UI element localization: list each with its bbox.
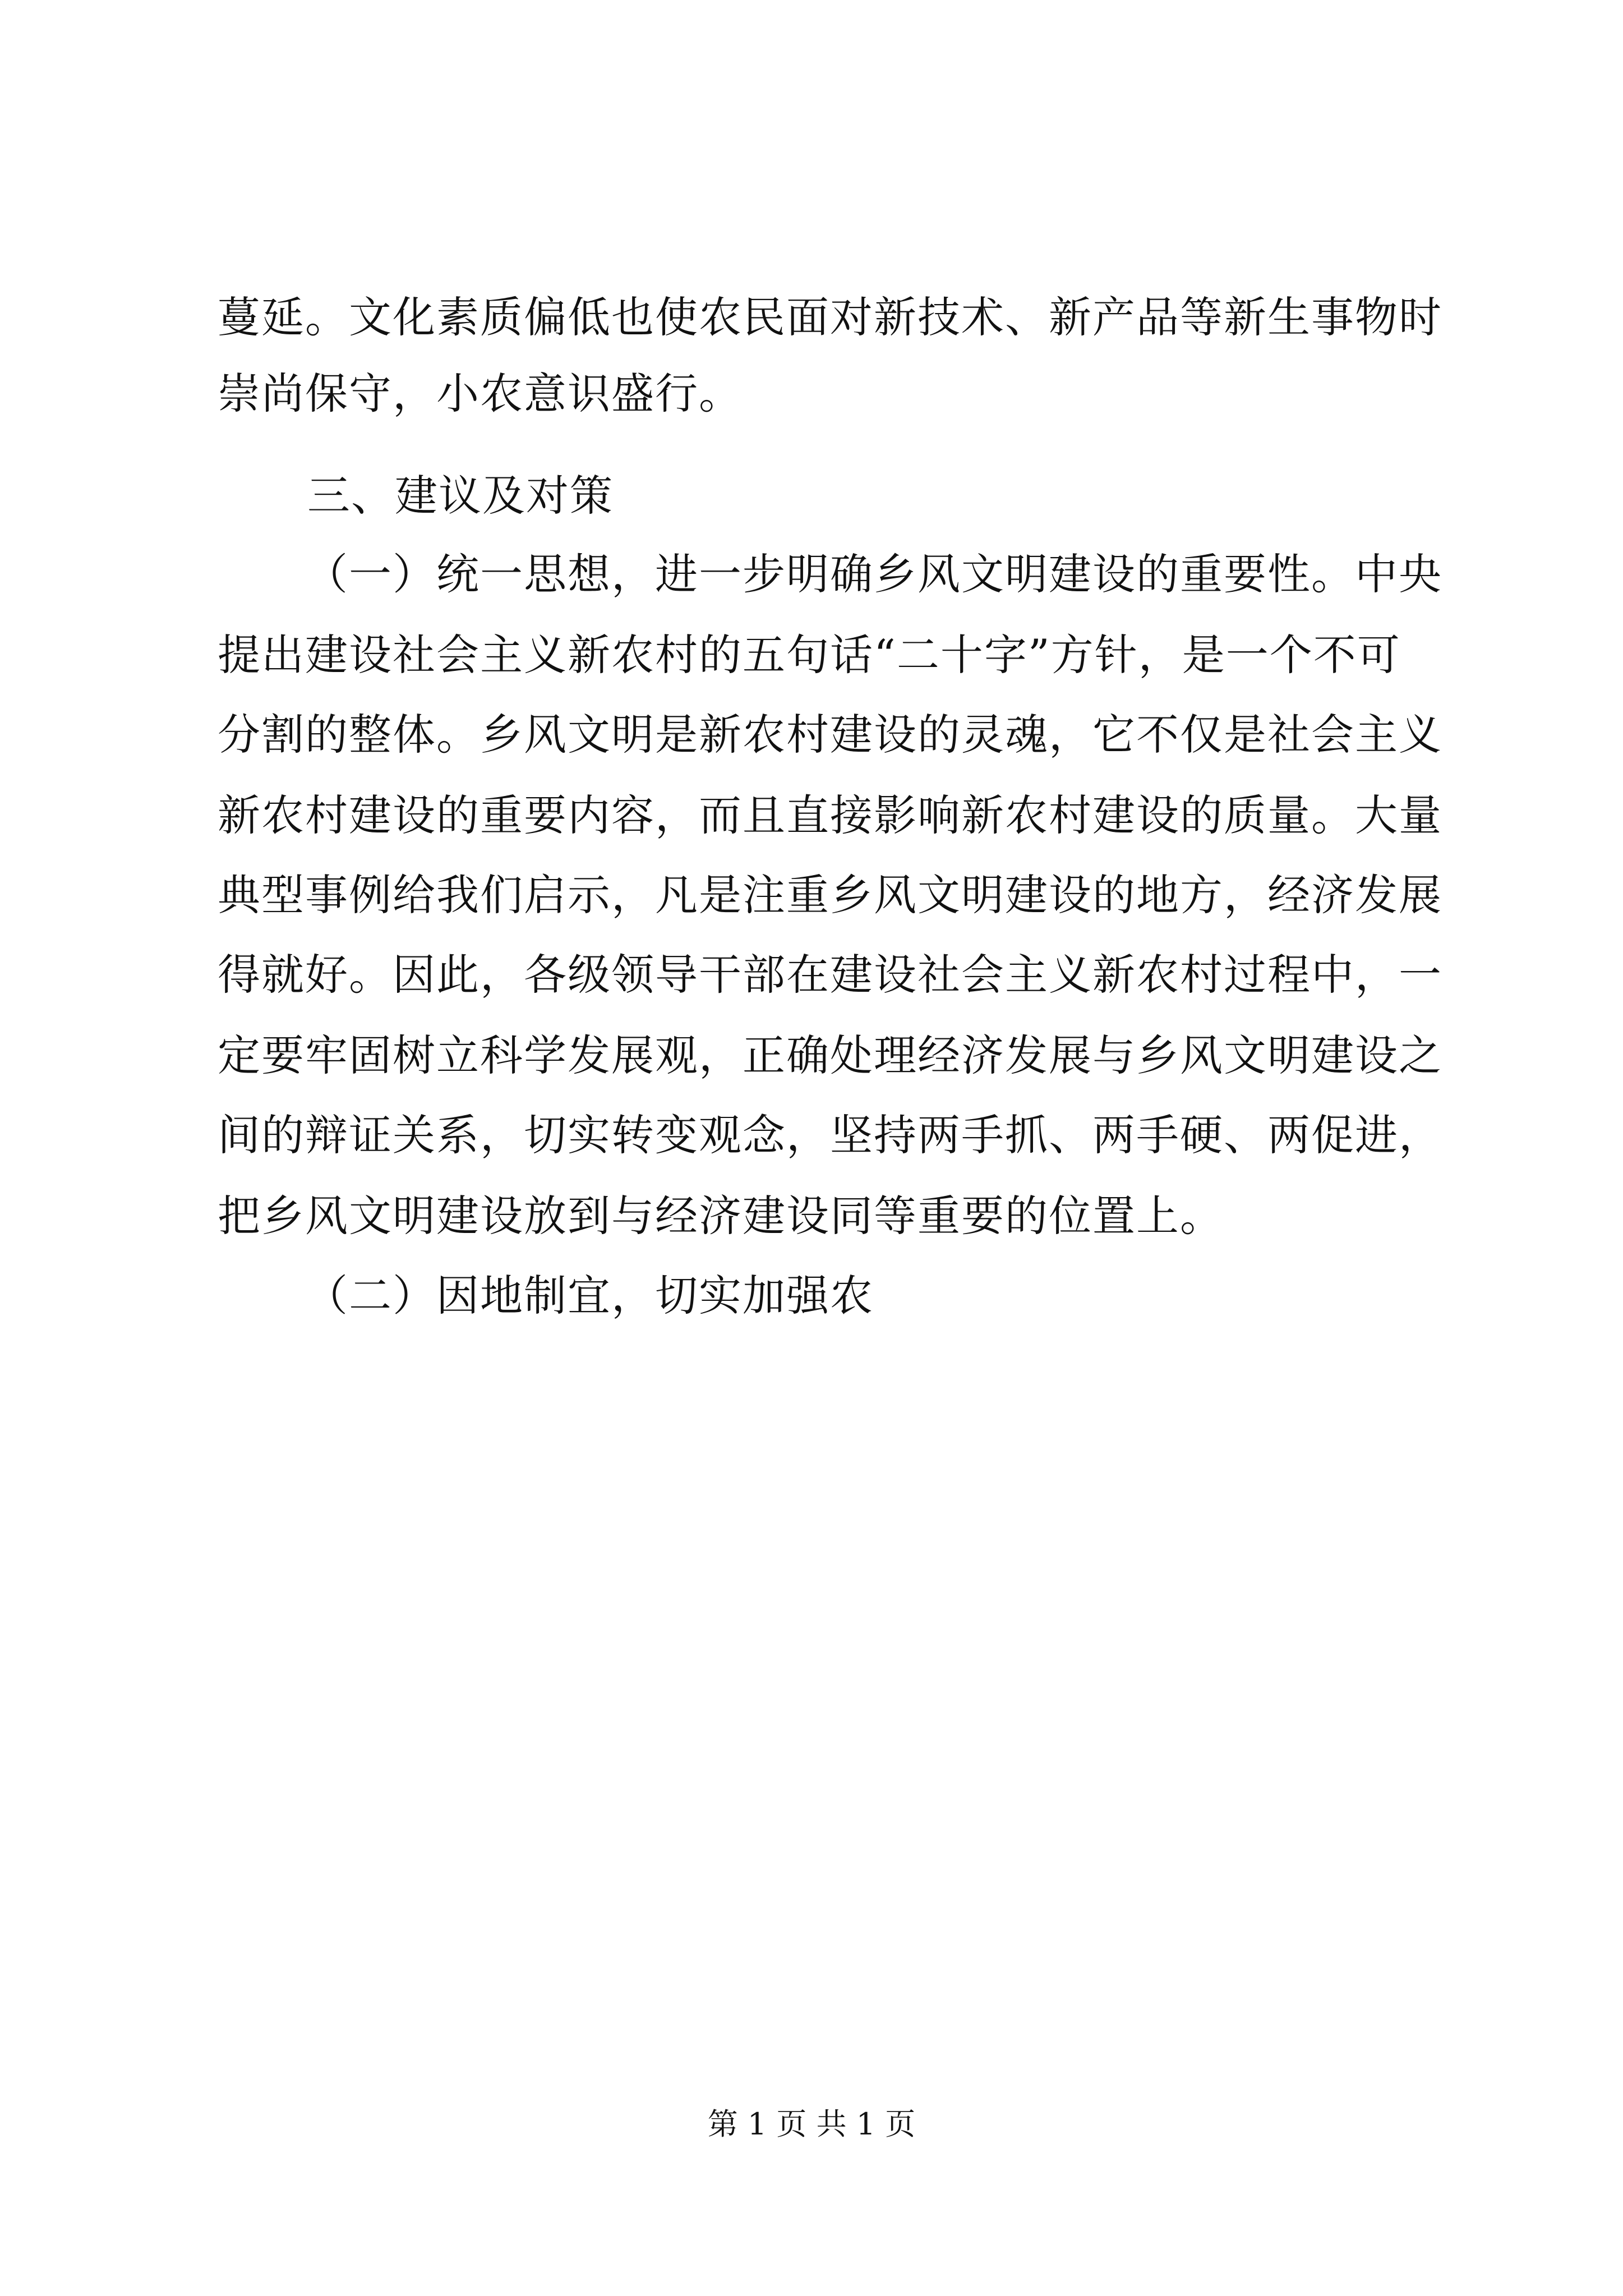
paragraph-line: 典型事例给我们启示，凡是注重乡风文明建设的地方，经济发展	[218, 870, 1442, 920]
paragraph-line: 蔓延。文化素质偏低也使农民面对新技术、新产品等新生事物时	[218, 292, 1442, 342]
paragraph-line: 崇尚保守，小农意识盛行。	[218, 369, 743, 418]
page-number-footer: 第 1 页 共 1 页	[707, 2106, 916, 2142]
paragraph-line: 提出建设社会主义新农村的五句话“二十字”方针，是一个不可	[218, 630, 1401, 680]
paragraph-line: 定要牢固树立科学发展观，正确处理经济发展与乡风文明建设之	[218, 1030, 1442, 1080]
paragraph-line: 得就好。因此，各级领导干部在建设社会主义新农村过程中，一	[218, 950, 1442, 1000]
paragraph-line: （一）统一思想，进一步明确乡风文明建设的重要性。中央	[305, 549, 1442, 599]
paragraph-line: （二）因地制宜，切实加强农	[305, 1271, 874, 1320]
paragraph-line: 新农村建设的重要内容，而且直接影响新农村建设的质量。大量	[218, 790, 1442, 840]
paragraph-line: 把乡风文明建设放到与经济建设同等重要的位置上。	[218, 1191, 1224, 1241]
paragraph-line: 分割的整体。乡风文明是新农村建设的灵魂，它不仅是社会主义	[218, 710, 1442, 760]
section-heading: 三、建议及对策	[307, 471, 614, 521]
paragraph-line: 间的辩证关系，切实转变观念，坚持两手抓、两手硬、两促进，	[218, 1110, 1442, 1160]
